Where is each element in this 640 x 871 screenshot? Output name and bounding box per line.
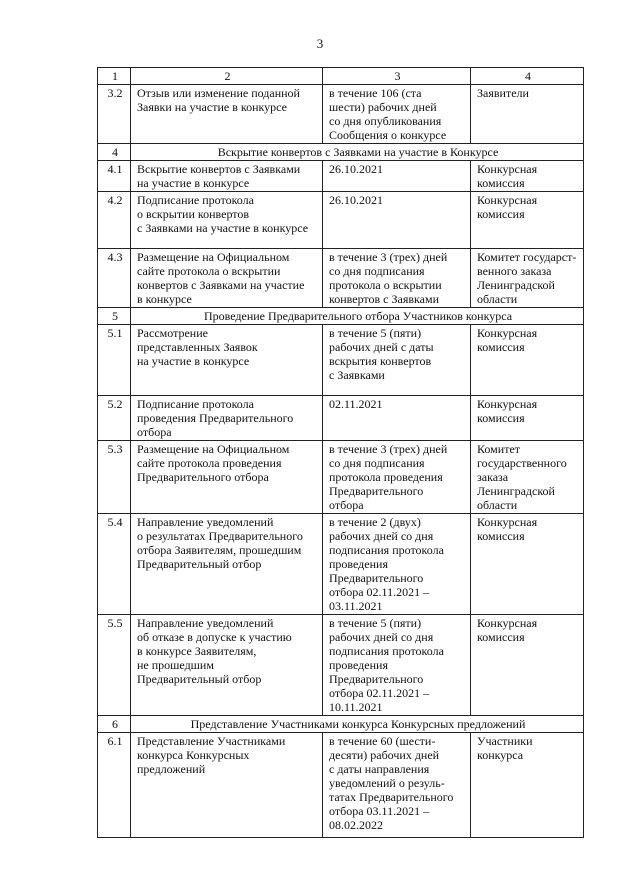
table-row <box>98 396 584 441</box>
responsible-cell: Конкурсная комиссия <box>471 325 584 396</box>
responsible-cell: Конкурсная комиссия <box>471 192 584 249</box>
responsible-cell: Участники конкурса <box>471 733 584 838</box>
item-number: 5.1 <box>98 325 131 396</box>
responsible-cell: Заявители <box>471 85 584 144</box>
item-number: 3.2 <box>98 85 131 144</box>
table-row <box>98 325 584 396</box>
responsible-cell: Комитет государственного заказа Ленинградской области <box>471 441 584 514</box>
event-cell: Размещение на Официальном сайте протокола проведения Предварительного отбора <box>131 441 323 514</box>
section-title: Проведение Предварительного отбора Участников конкурса <box>131 308 584 325</box>
term-cell: 02.11.2021 <box>323 396 471 441</box>
term-cell: в течение 5 (пяти) рабочих дней с даты вскрытия конвертов с Заявками <box>323 325 471 396</box>
column-header: 3 <box>323 68 471 85</box>
event-cell: Подписание протокола проведения Предварительного отбора <box>131 396 323 441</box>
responsible-cell: Конкурсная комиссия <box>471 396 584 441</box>
responsible-cell: Конкурсная комиссия <box>471 161 584 192</box>
event-cell: Подписание протокола о вскрытии конвертов с Заявками на участие в конкурсе <box>131 192 323 249</box>
column-header: 2 <box>131 68 323 85</box>
page-number: 3 <box>316 36 324 51</box>
event-cell: Отзыв или изменение поданной Заявки на участие в конкурсе <box>131 85 323 144</box>
item-number: 4.1 <box>98 161 131 192</box>
item-number: 4.2 <box>98 192 131 249</box>
term-cell: 26.10.2021 <box>323 161 471 192</box>
section-number: 4 <box>98 144 131 161</box>
section-row <box>98 308 584 325</box>
table-row <box>98 615 584 716</box>
table-row <box>98 161 584 192</box>
event-cell: Представление Участниками конкурса Конкурсных предложений <box>131 733 323 838</box>
responsible-cell: Комитет государст- венного заказа Ленинградской области <box>471 249 584 308</box>
term-cell: в течение 2 (двух) рабочих дней со дня подписания протокола проведения Предварительного отбора 02.11.2021 – 03.11.2021 <box>323 514 471 615</box>
schedule-table-body <box>98 68 584 838</box>
item-number: 5.3 <box>98 441 131 514</box>
item-number: 5.5 <box>98 615 131 716</box>
table-row <box>98 192 584 249</box>
section-row <box>98 144 584 161</box>
term-cell: в течение 5 (пяти) рабочих дней со дня подписания протокола проведения Предварительного отбора 02.11.2021 – 10.11.2021 <box>323 615 471 716</box>
event-cell: Размещение на Официальном сайте протокола о вскрытии конвертов с Заявками на участие в конкурсе <box>131 249 323 308</box>
responsible-cell: Конкурсная комиссия <box>471 615 584 716</box>
event-cell: Вскрытие конвертов с Заявками на участие в конкурсе <box>131 161 323 192</box>
schedule-table <box>97 67 584 838</box>
column-header: 4 <box>471 68 584 85</box>
term-cell: в течение 106 (ста шести) рабочих дней со дня опубликования Сообщения о конкурсе <box>323 85 471 144</box>
table-row <box>98 733 584 838</box>
table-row <box>98 514 584 615</box>
section-title: Вскрытие конвертов с Заявками на участие в Конкурсе <box>131 144 584 161</box>
event-cell: Направление уведомлений об отказе в допуске к участию в конкурсе Заявителям, не прошедшим Предварительный отбор <box>131 615 323 716</box>
table-row <box>98 249 584 308</box>
term-cell: в течение 60 (шести- десяти) рабочих дней с даты направления уведомлений о резуль- татах Предварительного отбора 03.11.2021 – 08.02.2022 <box>323 733 471 838</box>
section-row <box>98 716 584 733</box>
column-header: 1 <box>98 68 131 85</box>
item-number: 5.2 <box>98 396 131 441</box>
table-row <box>98 85 584 144</box>
table-row <box>98 441 584 514</box>
event-cell: Направление уведомлений о результатах Предварительного отбора Заявителям, прошедшим Предварительный отбор <box>131 514 323 615</box>
responsible-cell: Конкурсная комиссия <box>471 514 584 615</box>
table-header-row <box>98 68 584 85</box>
item-number: 6.1 <box>98 733 131 838</box>
term-cell: в течение 3 (трех) дней со дня подписания протокола проведения Предварительного отбора <box>323 441 471 514</box>
item-number: 5.4 <box>98 514 131 615</box>
item-number: 4.3 <box>98 249 131 308</box>
section-number: 6 <box>98 716 131 733</box>
event-cell: Рассмотрение представленных Заявок на участие в конкурсе <box>131 325 323 396</box>
section-title: Представление Участниками конкурса Конкурсных предложений <box>131 716 584 733</box>
section-number: 5 <box>98 308 131 325</box>
term-cell: в течение 3 (трех) дней со дня подписания протокола о вскрытии конвертов с Заявками <box>323 249 471 308</box>
term-cell: 26.10.2021 <box>323 192 471 249</box>
